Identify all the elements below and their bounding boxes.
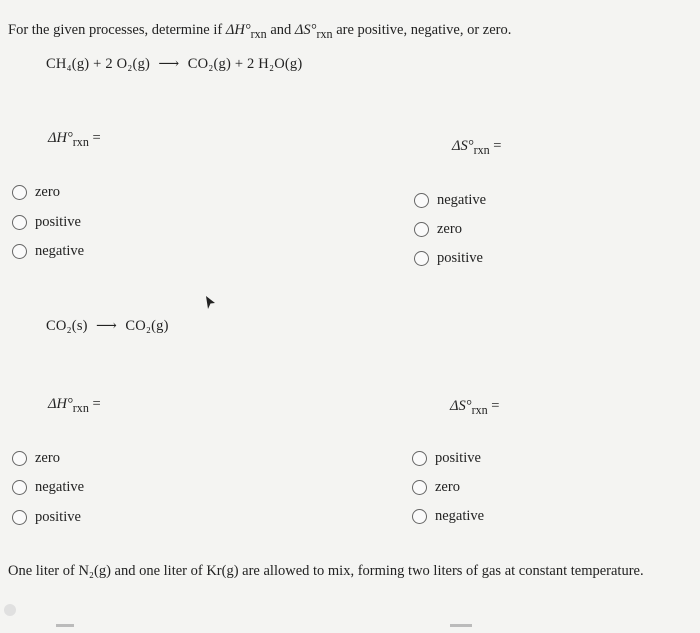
option-label: positive: [35, 214, 81, 230]
dh-symbol: ΔH°: [48, 396, 73, 412]
p1-ds-option-negative[interactable]: [414, 192, 486, 209]
option-label: zero: [437, 221, 462, 237]
delta-s-symbol: ΔS°: [294, 22, 317, 38]
process1-products: CO₂(g) + 2 H₂O(g): [187, 56, 303, 72]
option-label: negative: [35, 479, 85, 495]
cut-off-label-fragment: [450, 624, 472, 627]
radio-button[interactable]: [12, 185, 27, 200]
ds-symbol: ΔS°: [452, 138, 474, 154]
p2-ds-option-zero[interactable]: [412, 479, 460, 496]
ds-sub: rxn: [473, 142, 490, 157]
delta-h-symbol: ΔH°: [225, 22, 251, 38]
radio-button[interactable]: [412, 509, 427, 524]
option-label: zero: [435, 479, 460, 495]
ds-sub: rxn: [471, 402, 488, 417]
process1-ds-label: [452, 138, 501, 158]
radio-button[interactable]: [12, 244, 27, 259]
p1-dh-option-positive[interactable]: [12, 214, 81, 231]
radio-button[interactable]: [414, 222, 429, 237]
p2-dh-option-zero[interactable]: [12, 450, 60, 467]
process1-dh-label: [48, 130, 101, 150]
radio-button[interactable]: [414, 251, 429, 266]
p1-ds-option-positive[interactable]: [414, 250, 483, 267]
ds-equals: =: [489, 138, 502, 154]
intro-and: and: [266, 22, 295, 38]
process2-products: CO₂(g): [125, 318, 169, 334]
radio-button[interactable]: [412, 451, 427, 466]
p1-dh-option-negative[interactable]: [12, 243, 84, 260]
question-intro: [8, 22, 511, 42]
delta-h-subscript: rxn: [250, 26, 267, 41]
process3-description: One liter of N₂(g) and one liter of Kr(g) are allowed to mix, forming two liters of gas at constant temperature.: [8, 563, 644, 579]
reaction-arrow-icon: ⟶: [158, 56, 180, 72]
p1-dh-option-zero[interactable]: [12, 184, 60, 201]
dh-sub: rxn: [72, 134, 89, 149]
radio-button[interactable]: [12, 451, 27, 466]
process2-reactants: CO₂(s): [46, 318, 88, 334]
dh-equals: =: [88, 130, 101, 146]
p2-dh-option-positive[interactable]: [12, 509, 81, 526]
option-label: positive: [435, 450, 481, 466]
delta-s-subscript: rxn: [316, 26, 333, 41]
process1-reactants: CH₄(g) + 2 O₂(g): [46, 56, 151, 72]
dh-sub: rxn: [72, 400, 89, 415]
process1-equation: [46, 56, 302, 73]
intro-text: For the given processes, determine if: [8, 22, 226, 38]
process2-dh-label: [48, 396, 101, 416]
option-label: zero: [35, 184, 60, 200]
option-label: negative: [35, 243, 85, 259]
radio-button[interactable]: [12, 480, 27, 495]
cut-off-label-fragment: [56, 624, 74, 627]
process2-equation: [46, 318, 169, 335]
ds-equals: =: [487, 398, 500, 414]
radio-button[interactable]: [414, 193, 429, 208]
p2-dh-option-negative[interactable]: [12, 479, 84, 496]
dh-equals: =: [88, 396, 101, 412]
faint-radio-fragment: [4, 604, 16, 616]
ds-symbol: ΔS°: [450, 398, 472, 414]
radio-button[interactable]: [12, 215, 27, 230]
radio-button[interactable]: [12, 510, 27, 525]
option-label: zero: [35, 450, 60, 466]
option-label: negative: [437, 192, 487, 208]
process2-ds-label: [450, 398, 499, 418]
dh-symbol: ΔH°: [48, 130, 73, 146]
radio-button[interactable]: [412, 480, 427, 495]
p2-ds-option-positive[interactable]: [412, 450, 481, 467]
reaction-arrow-icon: ⟶: [96, 318, 118, 334]
intro-text-end: are positive, negative, or zero.: [332, 22, 512, 38]
p2-ds-option-negative[interactable]: [412, 508, 484, 525]
option-label: negative: [435, 508, 485, 524]
option-label: positive: [35, 509, 81, 525]
p1-ds-option-zero[interactable]: [414, 221, 462, 238]
option-label: positive: [437, 250, 483, 266]
